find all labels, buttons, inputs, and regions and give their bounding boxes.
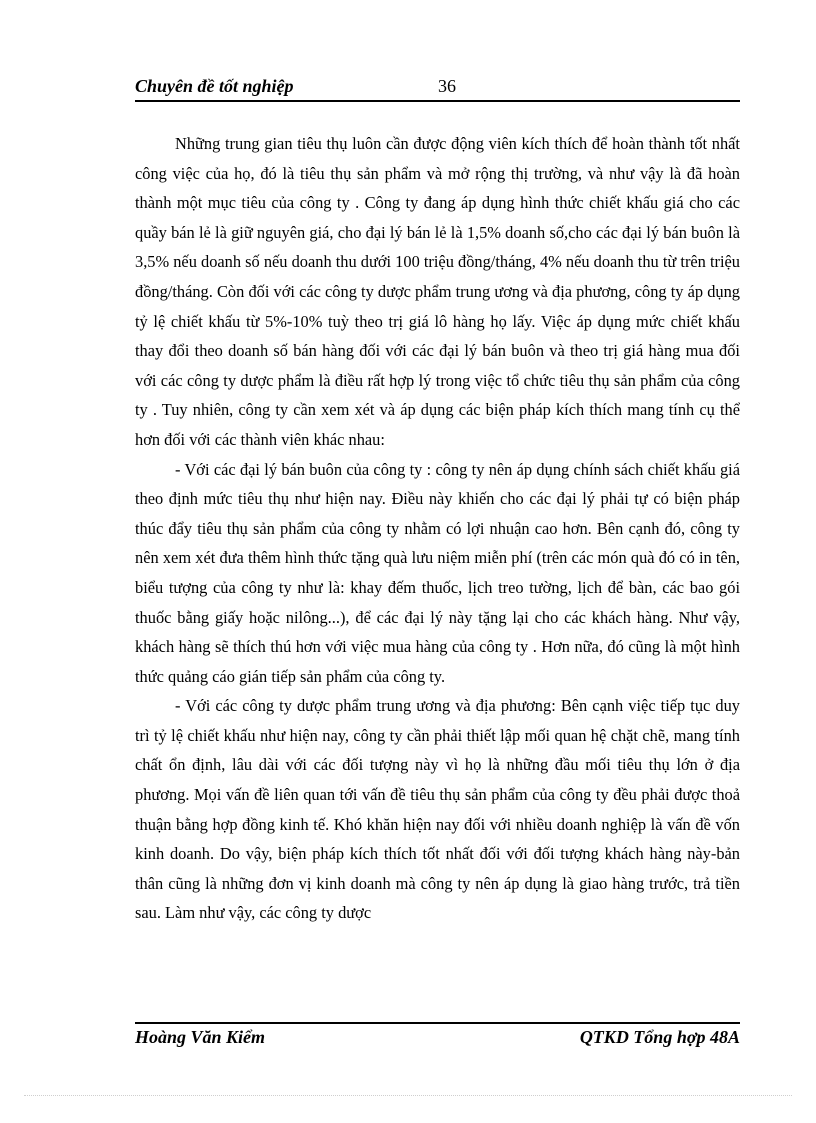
page-number: 36 <box>438 76 456 96</box>
page-edge-divider <box>24 1095 792 1096</box>
header-divider <box>135 100 740 102</box>
paragraph-intro: Những trung gian tiêu thụ luôn cần được động viên kích thích để hoàn thành tốt nhất công việc của họ, đó là tiêu thụ sản phẩm và mở rộng thị trường, và như vậy là đã hoàn thành một mục tiêu của công ty . Công ty đang áp dụng hình thức chiết khấu giá cho các quầy bán lẻ là giữ nguyên giá, cho đại lý bán lẻ là 1,5% doanh số,cho các đại lý bán buôn là 3,5% nếu doanh số nếu doanh thu dưới 100 triệu đồng/tháng, 4% nếu doanh thu từ trên triệu đồng/tháng. Còn đối với các công ty dược phẩm trung ương và địa phương, công ty áp dụng tỷ lệ chiết khấu từ 5%-10% tuỳ theo trị giá lô hàng họ lấy. Việc áp dụng mức chiết khấu thay đổi theo doanh số bán hàng đối với các đại lý bán buôn và theo trị giá hàng mua đối với các công ty dược phẩm là điều rất hợp lý trong việc tổ chức tiêu thụ sản phẩm của công ty . Tuy nhiên, công ty cần xem xét và áp dụng các biện pháp kích thích mang tính cụ thể hơn đối với các thành viên khác nhau: <box>135 134 741 449</box>
footer-divider <box>135 1022 740 1024</box>
paragraph-pharma-companies: - Với các công ty dược phẩm trung ương và địa phương: Bên cạnh việc tiếp tục duy trì tỷ lệ chiết khấu như hiện nay, công ty cần phải thiết lập mối quan hệ chặt chẽ, mang tính chất ổn định, lâu dài với các đối tượng này vì họ là những đầu mối tiêu thụ lớn ở địa phương. Mọi vấn đề liên quan tới vấn đề tiêu thụ sản phẩm của công ty đều phải được thoả thuận bằng hợp đồng kinh tế. Khó khăn hiện nay đối với nhiều doanh nghiệp là vấn đề vốn kinh doanh. Do vậy, biện pháp kích thích tốt nhất đối với đối tượng khách hàng này-bản thân cũng là những đơn vị kinh doanh mà công ty nên áp dụng là giao hàng trước, trả tiền sau. Làm như vậy, các công ty dược <box>135 696 740 923</box>
document-body <box>135 129 740 928</box>
header-title: Chuyên đề tốt nghiệp <box>135 76 294 96</box>
paragraph-wholesale-agents: - Với các đại lý bán buôn của công ty : công ty nên áp dụng chính sách chiết khấu giá theo định mức tiêu thụ như hiện nay. Điều này khiến cho các đại lý phải tự có biện pháp thúc đẩy tiêu thụ sản phẩm của công ty nhằm có lợi nhuận cao hơn. Bên cạnh đó, công ty nên xem xét đưa thêm hình thức tặng quà lưu niệm miễn phí (trên các món quà đó có in tên, biểu tượng của công ty như là: khay đếm thuốc, lịch treo tường, lịch để bàn, các bao gói thuốc bằng giấy hoặc nilông...), để các đại lý này tặng lại cho các khách hàng. Như vậy, khách hàng sẽ thích thú hơn với việc mua hàng của công ty . Hơn nữa, đó cũng là một hình thức quảng cáo gián tiếp sản phẩm của công ty. <box>135 459 740 686</box>
page-header <box>135 76 740 100</box>
page-footer <box>135 1027 740 1051</box>
footer-author: Hoàng Văn Kiểm <box>135 1027 266 1047</box>
footer-course: QTKD Tổng hợp 48A <box>579 1027 740 1047</box>
